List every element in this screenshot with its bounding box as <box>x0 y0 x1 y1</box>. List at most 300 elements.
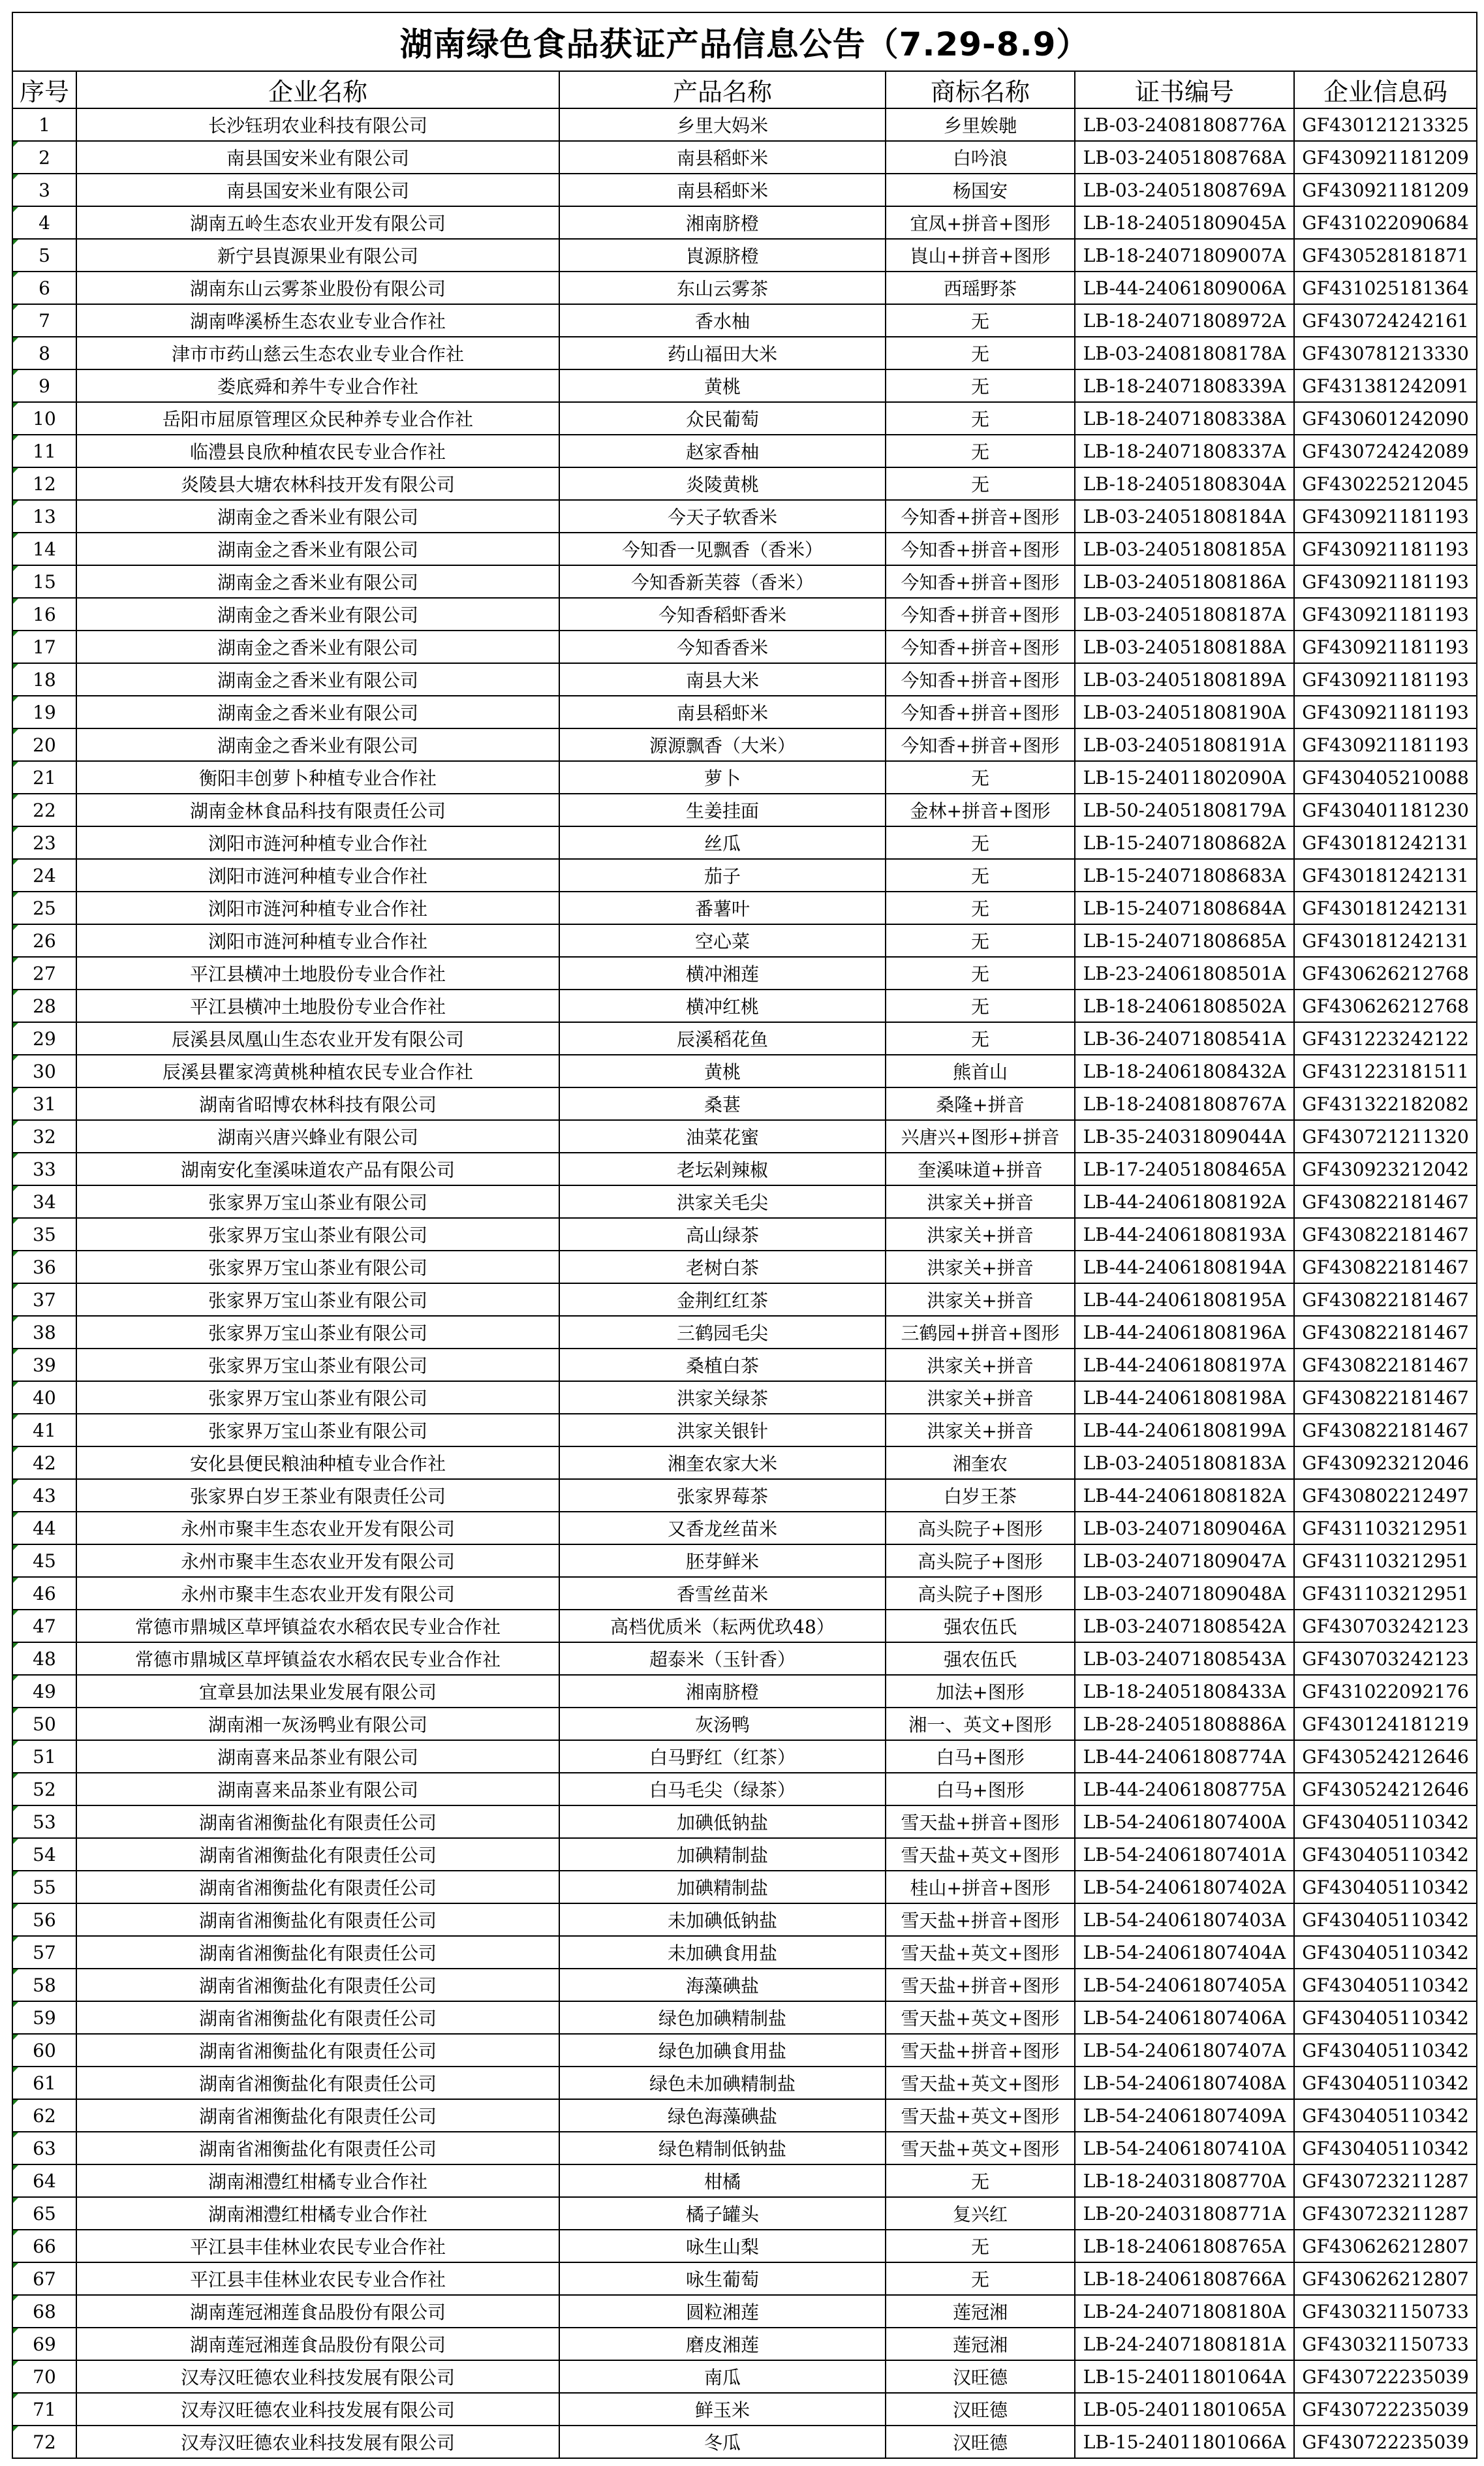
product-cell: 高山绿茶 <box>559 1218 886 1251</box>
certificate-cell: LB-03-24081808776A <box>1075 108 1294 141</box>
certificate-cell: LB-24-24071808181A <box>1075 2328 1294 2360</box>
product-cell: 横冲湘莲 <box>559 957 886 990</box>
product-cell: 绿色未加碘精制盐 <box>559 2067 886 2099</box>
enterprise-code-cell: GF431381242091 <box>1294 369 1477 402</box>
certificate-cell: LB-44-24061808197A <box>1075 1349 1294 1381</box>
table-row <box>12 108 1477 141</box>
seq-cell: 5 <box>12 239 76 272</box>
certificate-cell: LB-03-24051808183A <box>1075 1446 1294 1479</box>
certificate-cell: LB-54-24061807404A <box>1075 1936 1294 1969</box>
seq-cell: 10 <box>12 402 76 435</box>
company-cell: 张家界万宝山茶业有限公司 <box>76 1349 559 1381</box>
table-row <box>12 533 1477 565</box>
certificate-cell: LB-03-24071808543A <box>1075 1642 1294 1675</box>
company-cell: 湖南金之香米业有限公司 <box>76 500 559 533</box>
company-cell: 湖南喜来品茶业有限公司 <box>76 1773 559 1805</box>
trademark-cell: 崀山+拼音+图形 <box>886 239 1075 272</box>
product-cell: 黄桃 <box>559 369 886 402</box>
trademark-cell: 无 <box>886 2230 1075 2262</box>
product-cell: 洪家关银针 <box>559 1414 886 1446</box>
certificate-cell: LB-18-24071808338A <box>1075 402 1294 435</box>
trademark-cell: 强农伍氏 <box>886 1642 1075 1675</box>
seq-cell: 3 <box>12 174 76 206</box>
product-cell: 南瓜 <box>559 2360 886 2393</box>
company-cell: 永州市聚丰生态农业开发有限公司 <box>76 1577 559 1610</box>
product-cell: 圆粒湘莲 <box>559 2295 886 2328</box>
trademark-cell: 无 <box>886 924 1075 957</box>
seq-cell: 69 <box>12 2328 76 2360</box>
certificate-cell: LB-05-24011801065A <box>1075 2393 1294 2426</box>
product-cell: 源源飘香（大米） <box>559 728 886 761</box>
company-cell: 湖南湘一灰汤鸭业有限公司 <box>76 1708 559 1740</box>
product-cell: 咏生山梨 <box>559 2230 886 2262</box>
enterprise-code-cell: GF430923212042 <box>1294 1153 1477 1185</box>
company-cell: 汉寿汉旺德农业科技发展有限公司 <box>76 2393 559 2426</box>
table-row <box>12 435 1477 467</box>
trademark-cell: 无 <box>886 826 1075 859</box>
certificate-cell: LB-44-24061808194A <box>1075 1251 1294 1283</box>
enterprise-code-cell: GF431223181511 <box>1294 1055 1477 1087</box>
product-cell: 胚芽鲜米 <box>559 1544 886 1577</box>
certificate-cell: LB-44-24061808196A <box>1075 1316 1294 1349</box>
company-cell: 湖南喜来品茶业有限公司 <box>76 1740 559 1773</box>
product-cell: 张家界莓茶 <box>559 1479 886 1512</box>
trademark-cell: 白吟浪 <box>886 141 1075 174</box>
company-cell: 湖南莲冠湘莲食品股份有限公司 <box>76 2328 559 2360</box>
enterprise-code-cell: GF430723211287 <box>1294 2164 1477 2197</box>
seq-cell: 2 <box>12 141 76 174</box>
trademark-cell: 今知香+拼音+图形 <box>886 631 1075 663</box>
certificate-cell: LB-24-24071808180A <box>1075 2295 1294 2328</box>
trademark-cell: 无 <box>886 467 1075 500</box>
table-row <box>12 2099 1477 2132</box>
seq-cell: 25 <box>12 892 76 924</box>
seq-cell: 41 <box>12 1414 76 1446</box>
company-cell: 湖南金之香米业有限公司 <box>76 533 559 565</box>
product-cell: 香雪丝苗米 <box>559 1577 886 1610</box>
product-cell: 白马野红（红茶） <box>559 1740 886 1773</box>
enterprise-code-cell: GF430181242131 <box>1294 826 1477 859</box>
seq-cell: 54 <box>12 1838 76 1871</box>
table-row <box>12 1022 1477 1055</box>
trademark-cell: 复兴红 <box>886 2197 1075 2230</box>
trademark-cell: 熊首山 <box>886 1055 1075 1087</box>
trademark-cell: 雪天盐+英文+图形 <box>886 1838 1075 1871</box>
trademark-cell: 奎溪味道+拼音 <box>886 1153 1075 1185</box>
trademark-cell: 汉旺德 <box>886 2360 1075 2393</box>
enterprise-code-cell: GF431022090684 <box>1294 206 1477 239</box>
table-row <box>12 1544 1477 1577</box>
enterprise-code-cell: GF430121213325 <box>1294 108 1477 141</box>
company-cell: 津市市药山慈云生态农业专业合作社 <box>76 337 559 369</box>
trademark-cell: 高头院子+图形 <box>886 1577 1075 1610</box>
certificate-cell: LB-18-24051809045A <box>1075 206 1294 239</box>
enterprise-code-cell: GF430822181467 <box>1294 1381 1477 1414</box>
enterprise-code-cell: GF430822181467 <box>1294 1185 1477 1218</box>
table-row <box>12 1218 1477 1251</box>
product-cell: 加碘精制盐 <box>559 1871 886 1903</box>
trademark-cell: 无 <box>886 892 1075 924</box>
company-cell: 湖南省湘衡盐化有限责任公司 <box>76 1969 559 2001</box>
enterprise-code-cell: GF431103212951 <box>1294 1577 1477 1610</box>
product-cell: 黄桃 <box>559 1055 886 1087</box>
seq-cell: 57 <box>12 1936 76 1969</box>
enterprise-code-cell: GF431322182082 <box>1294 1087 1477 1120</box>
enterprise-code-cell: GF430921181193 <box>1294 663 1477 696</box>
seq-cell: 55 <box>12 1871 76 1903</box>
trademark-cell: 雪天盐+英文+图形 <box>886 2099 1075 2132</box>
product-cell: 超泰米（玉针香） <box>559 1642 886 1675</box>
certificate-cell: LB-44-24061808774A <box>1075 1740 1294 1773</box>
certificate-cell: LB-03-24051808191A <box>1075 728 1294 761</box>
table-row <box>12 337 1477 369</box>
product-cell: 橘子罐头 <box>559 2197 886 2230</box>
product-cell: 今知香香米 <box>559 631 886 663</box>
certificate-cell: LB-18-24081808767A <box>1075 1087 1294 1120</box>
table-row <box>12 892 1477 924</box>
company-cell: 湖南湘澧红柑橘专业合作社 <box>76 2164 559 2197</box>
company-cell: 张家界万宝山茶业有限公司 <box>76 1185 559 1218</box>
enterprise-code-cell: GF430405110342 <box>1294 1969 1477 2001</box>
company-cell: 辰溪县凤凰山生态农业开发有限公司 <box>76 1022 559 1055</box>
trademark-cell: 兴唐兴+图形+拼音 <box>886 1120 1075 1153</box>
trademark-cell: 雪天盐+英文+图形 <box>886 2001 1075 2034</box>
company-cell: 张家界万宝山茶业有限公司 <box>76 1381 559 1414</box>
trademark-cell: 雪天盐+英文+图形 <box>886 1936 1075 1969</box>
seq-cell: 52 <box>12 1773 76 1805</box>
product-cell: 咏生葡萄 <box>559 2262 886 2295</box>
trademark-cell: 强农伍氏 <box>886 1610 1075 1642</box>
company-cell: 张家界万宝山茶业有限公司 <box>76 1414 559 1446</box>
company-cell: 张家界万宝山茶业有限公司 <box>76 1251 559 1283</box>
trademark-cell: 无 <box>886 369 1075 402</box>
enterprise-code-cell: GF430181242131 <box>1294 924 1477 957</box>
company-cell: 湖南省湘衡盐化有限责任公司 <box>76 1871 559 1903</box>
certificate-cell: LB-18-24031808770A <box>1075 2164 1294 2197</box>
certificate-cell: LB-03-24051808187A <box>1075 598 1294 631</box>
certificate-cell: LB-18-24051808433A <box>1075 1675 1294 1708</box>
product-cell: 丝瓜 <box>559 826 886 859</box>
enterprise-code-cell: GF430181242131 <box>1294 859 1477 892</box>
product-cell: 磨皮湘莲 <box>559 2328 886 2360</box>
seq-cell: 20 <box>12 728 76 761</box>
seq-cell: 58 <box>12 1969 76 2001</box>
enterprise-code-cell: GF430124181219 <box>1294 1708 1477 1740</box>
table-row <box>12 402 1477 435</box>
seq-cell: 26 <box>12 924 76 957</box>
company-cell: 湖南莲冠湘莲食品股份有限公司 <box>76 2295 559 2328</box>
enterprise-code-cell: GF430722235039 <box>1294 2426 1477 2458</box>
company-cell: 湖南省湘衡盐化有限责任公司 <box>76 2099 559 2132</box>
trademark-cell: 西瑶野茶 <box>886 272 1075 304</box>
table-row <box>12 1969 1477 2001</box>
table-row <box>12 1642 1477 1675</box>
table-row <box>12 206 1477 239</box>
seq-cell: 46 <box>12 1577 76 1610</box>
seq-cell: 21 <box>12 761 76 794</box>
company-cell: 平江县丰佳林业农民专业合作社 <box>76 2262 559 2295</box>
table-row <box>12 826 1477 859</box>
trademark-cell: 桂山+拼音+图形 <box>886 1871 1075 1903</box>
product-cell: 东山云雾茶 <box>559 272 886 304</box>
certificate-cell: LB-03-24051808186A <box>1075 565 1294 598</box>
enterprise-code-cell: GF430626212807 <box>1294 2230 1477 2262</box>
certificate-cell: LB-35-24031809044A <box>1075 1120 1294 1153</box>
product-cell: 海藻碘盐 <box>559 1969 886 2001</box>
enterprise-code-cell: GF430921181193 <box>1294 696 1477 728</box>
enterprise-code-cell: GF430626212768 <box>1294 957 1477 990</box>
certificate-cell: LB-44-24061808199A <box>1075 1414 1294 1446</box>
trademark-cell: 洪家关+拼音 <box>886 1251 1075 1283</box>
seq-cell: 65 <box>12 2197 76 2230</box>
company-cell: 汉寿汉旺德农业科技发展有限公司 <box>76 2426 559 2458</box>
enterprise-code-cell: GF430724242089 <box>1294 435 1477 467</box>
certificate-cell: LB-54-24061807407A <box>1075 2034 1294 2067</box>
table-row <box>12 369 1477 402</box>
trademark-cell: 雪天盐+英文+图形 <box>886 2067 1075 2099</box>
table-row <box>12 1675 1477 1708</box>
certificate-cell: LB-54-24061807405A <box>1075 1969 1294 2001</box>
table-row <box>12 1349 1477 1381</box>
enterprise-code-cell: GF430405110342 <box>1294 1871 1477 1903</box>
table-row <box>12 565 1477 598</box>
certificate-cell: LB-44-24061808195A <box>1075 1283 1294 1316</box>
certificate-cell: LB-18-24051808304A <box>1075 467 1294 500</box>
seq-cell: 45 <box>12 1544 76 1577</box>
product-cell: 南县稻虾米 <box>559 696 886 728</box>
company-cell: 永州市聚丰生态农业开发有限公司 <box>76 1544 559 1577</box>
seq-cell: 48 <box>12 1642 76 1675</box>
company-cell: 湖南省湘衡盐化有限责任公司 <box>76 1838 559 1871</box>
certificate-cell: LB-15-24071808684A <box>1075 892 1294 924</box>
table-row <box>12 2393 1477 2426</box>
enterprise-code-cell: GF430405110342 <box>1294 2067 1477 2099</box>
trademark-cell: 今知香+拼音+图形 <box>886 663 1075 696</box>
seq-cell: 22 <box>12 794 76 826</box>
table-row <box>12 174 1477 206</box>
trademark-cell: 今知香+拼音+图形 <box>886 533 1075 565</box>
certificate-cell: LB-18-24061808766A <box>1075 2262 1294 2295</box>
product-cell: 高档优质米（耘两优玖48） <box>559 1610 886 1642</box>
product-cell: 乡里大妈米 <box>559 108 886 141</box>
enterprise-code-cell: GF430524212646 <box>1294 1773 1477 1805</box>
table-row <box>12 1838 1477 1871</box>
enterprise-code-cell: GF430721211320 <box>1294 1120 1477 1153</box>
certificate-cell: LB-03-24051808185A <box>1075 533 1294 565</box>
enterprise-code-cell: GF430405110342 <box>1294 1936 1477 1969</box>
seq-cell: 59 <box>12 2001 76 2034</box>
enterprise-code-cell: GF430822181467 <box>1294 1283 1477 1316</box>
certificate-cell: LB-18-24061808432A <box>1075 1055 1294 1087</box>
seq-cell: 14 <box>12 533 76 565</box>
trademark-cell: 无 <box>886 990 1075 1022</box>
certificate-cell: LB-54-24061807410A <box>1075 2132 1294 2164</box>
company-cell: 湖南省湘衡盐化有限责任公司 <box>76 2067 559 2099</box>
table-row <box>12 2230 1477 2262</box>
certificate-cell: LB-15-24071808683A <box>1075 859 1294 892</box>
table-row <box>12 631 1477 663</box>
company-cell: 湖南省湘衡盐化有限责任公司 <box>76 2001 559 2034</box>
enterprise-code-cell: GF430405110342 <box>1294 1838 1477 1871</box>
enterprise-code-cell: GF430401181230 <box>1294 794 1477 826</box>
enterprise-code-cell: GF430626212807 <box>1294 2262 1477 2295</box>
product-cell: 鲜玉米 <box>559 2393 886 2426</box>
enterprise-code-cell: GF430405110342 <box>1294 1805 1477 1838</box>
enterprise-code-cell: GF431223242122 <box>1294 1022 1477 1055</box>
enterprise-code-cell: GF430601242090 <box>1294 402 1477 435</box>
trademark-cell: 今知香+拼音+图形 <box>886 565 1075 598</box>
company-cell: 浏阳市涟河种植专业合作社 <box>76 826 559 859</box>
trademark-cell: 无 <box>886 957 1075 990</box>
seq-cell: 67 <box>12 2262 76 2295</box>
company-cell: 湖南金林食品科技有限责任公司 <box>76 794 559 826</box>
certificate-cell: LB-18-24071809007A <box>1075 239 1294 272</box>
certificate-cell: LB-44-24061808775A <box>1075 1773 1294 1805</box>
table-row <box>12 2360 1477 2393</box>
enterprise-code-cell: GF430921181209 <box>1294 174 1477 206</box>
product-cell: 南县稻虾米 <box>559 141 886 174</box>
product-cell: 生姜挂面 <box>559 794 886 826</box>
product-cell: 三鹤园毛尖 <box>559 1316 886 1349</box>
company-cell: 湖南省湘衡盐化有限责任公司 <box>76 2132 559 2164</box>
enterprise-code-cell: GF430722235039 <box>1294 2393 1477 2426</box>
table-row <box>12 1773 1477 1805</box>
product-cell: 绿色加碘食用盐 <box>559 2034 886 2067</box>
trademark-cell: 洪家关+拼音 <box>886 1381 1075 1414</box>
product-cell: 未加碘低钠盐 <box>559 1903 886 1936</box>
table-row <box>12 1251 1477 1283</box>
company-cell: 南县国安米业有限公司 <box>76 141 559 174</box>
certificate-cell: LB-03-24051808188A <box>1075 631 1294 663</box>
table-row <box>12 1610 1477 1642</box>
seq-cell: 60 <box>12 2034 76 2067</box>
company-cell: 张家界万宝山茶业有限公司 <box>76 1316 559 1349</box>
enterprise-code-cell: GF430225212045 <box>1294 467 1477 500</box>
trademark-cell: 无 <box>886 1022 1075 1055</box>
company-cell: 湖南兴唐兴蜂业有限公司 <box>76 1120 559 1153</box>
product-cell: 柑橘 <box>559 2164 886 2197</box>
trademark-cell: 无 <box>886 859 1075 892</box>
company-cell: 湖南金之香米业有限公司 <box>76 631 559 663</box>
trademark-cell: 白岁王茶 <box>886 1479 1075 1512</box>
product-cell: 桑植白茶 <box>559 1349 886 1381</box>
enterprise-code-cell: GF430703242123 <box>1294 1610 1477 1642</box>
trademark-cell: 雪天盐+英文+图形 <box>886 2132 1075 2164</box>
trademark-cell: 乡里娭毑 <box>886 108 1075 141</box>
certificate-cell: LB-50-24051808179A <box>1075 794 1294 826</box>
certificate-cell: LB-03-24071808542A <box>1075 1610 1294 1642</box>
product-cell: 赵家香柚 <box>559 435 886 467</box>
table-row <box>12 1120 1477 1153</box>
seq-cell: 31 <box>12 1087 76 1120</box>
table-row <box>12 1185 1477 1218</box>
trademark-cell: 白马+图形 <box>886 1740 1075 1773</box>
certificate-cell: LB-54-24061807408A <box>1075 2067 1294 2099</box>
product-cell: 空心菜 <box>559 924 886 957</box>
certificate-cell: LB-44-24061808192A <box>1075 1185 1294 1218</box>
certificate-cell: LB-23-24061808501A <box>1075 957 1294 990</box>
company-cell: 浏阳市涟河种植专业合作社 <box>76 859 559 892</box>
product-cell: 湘奎农家大米 <box>559 1446 886 1479</box>
enterprise-code-cell: GF430921181193 <box>1294 728 1477 761</box>
enterprise-code-cell: GF430723211287 <box>1294 2197 1477 2230</box>
seq-cell: 12 <box>12 467 76 500</box>
table-row <box>12 467 1477 500</box>
enterprise-code-cell: GF430405110342 <box>1294 2132 1477 2164</box>
seq-cell: 4 <box>12 206 76 239</box>
table-row <box>12 2262 1477 2295</box>
seq-cell: 23 <box>12 826 76 859</box>
trademark-cell: 今知香+拼音+图形 <box>886 728 1075 761</box>
trademark-cell: 金林+拼音+图形 <box>886 794 1075 826</box>
company-cell: 汉寿汉旺德农业科技发展有限公司 <box>76 2360 559 2393</box>
seq-cell: 62 <box>12 2099 76 2132</box>
enterprise-code-cell: GF430921181193 <box>1294 565 1477 598</box>
enterprise-code-cell: GF430822181467 <box>1294 1251 1477 1283</box>
trademark-cell: 无 <box>886 2262 1075 2295</box>
certificate-cell: LB-03-24051808189A <box>1075 663 1294 696</box>
company-cell: 浏阳市涟河种植专业合作社 <box>76 892 559 924</box>
product-cell: 金荆红红茶 <box>559 1283 886 1316</box>
enterprise-code-cell: GF431103212951 <box>1294 1544 1477 1577</box>
product-cell: 冬瓜 <box>559 2426 886 2458</box>
seq-cell: 47 <box>12 1610 76 1642</box>
table-row <box>12 924 1477 957</box>
certificate-cell: LB-15-24071808682A <box>1075 826 1294 859</box>
table-row <box>12 1153 1477 1185</box>
seq-cell: 30 <box>12 1055 76 1087</box>
enterprise-code-cell: GF430781213330 <box>1294 337 1477 369</box>
seq-cell: 38 <box>12 1316 76 1349</box>
company-cell: 湖南东山云雾茶业股份有限公司 <box>76 272 559 304</box>
seq-cell: 6 <box>12 272 76 304</box>
trademark-cell: 汉旺德 <box>886 2393 1075 2426</box>
product-cell: 萝卜 <box>559 761 886 794</box>
enterprise-code-cell: GF430321150733 <box>1294 2328 1477 2360</box>
enterprise-code-cell: GF430181242131 <box>1294 892 1477 924</box>
seq-cell: 66 <box>12 2230 76 2262</box>
product-cell: 灰汤鸭 <box>559 1708 886 1740</box>
company-cell: 湖南省湘衡盐化有限责任公司 <box>76 1805 559 1838</box>
enterprise-code-cell: GF430524212646 <box>1294 1740 1477 1773</box>
certificate-cell: LB-54-24061807400A <box>1075 1805 1294 1838</box>
product-cell: 加碘精制盐 <box>559 1838 886 1871</box>
table-row <box>12 2067 1477 2099</box>
enterprise-code-cell: GF431022092176 <box>1294 1675 1477 1708</box>
company-cell: 湖南金之香米业有限公司 <box>76 728 559 761</box>
enterprise-code-cell: GF430722235039 <box>1294 2360 1477 2393</box>
product-cell: 茄子 <box>559 859 886 892</box>
company-cell: 南县国安米业有限公司 <box>76 174 559 206</box>
table-row <box>12 663 1477 696</box>
header-enterprise-code: 企业信息码 <box>1294 71 1477 108</box>
table-row <box>12 1871 1477 1903</box>
table-row <box>12 761 1477 794</box>
seq-cell: 72 <box>12 2426 76 2458</box>
trademark-cell: 今知香+拼音+图形 <box>886 696 1075 728</box>
company-cell: 平江县横冲土地股份专业合作社 <box>76 957 559 990</box>
certificate-cell: LB-54-24061807406A <box>1075 2001 1294 2034</box>
certificate-cell: LB-54-24061807409A <box>1075 2099 1294 2132</box>
enterprise-code-cell: GF430703242123 <box>1294 1642 1477 1675</box>
company-cell: 临澧县良欣种植农民专业合作社 <box>76 435 559 467</box>
seq-cell: 24 <box>12 859 76 892</box>
product-cell: 湘南脐橙 <box>559 1675 886 1708</box>
header-row <box>12 71 1477 108</box>
certificate-cell: LB-03-24051808769A <box>1075 174 1294 206</box>
header-company: 企业名称 <box>76 71 559 108</box>
seq-cell: 36 <box>12 1251 76 1283</box>
